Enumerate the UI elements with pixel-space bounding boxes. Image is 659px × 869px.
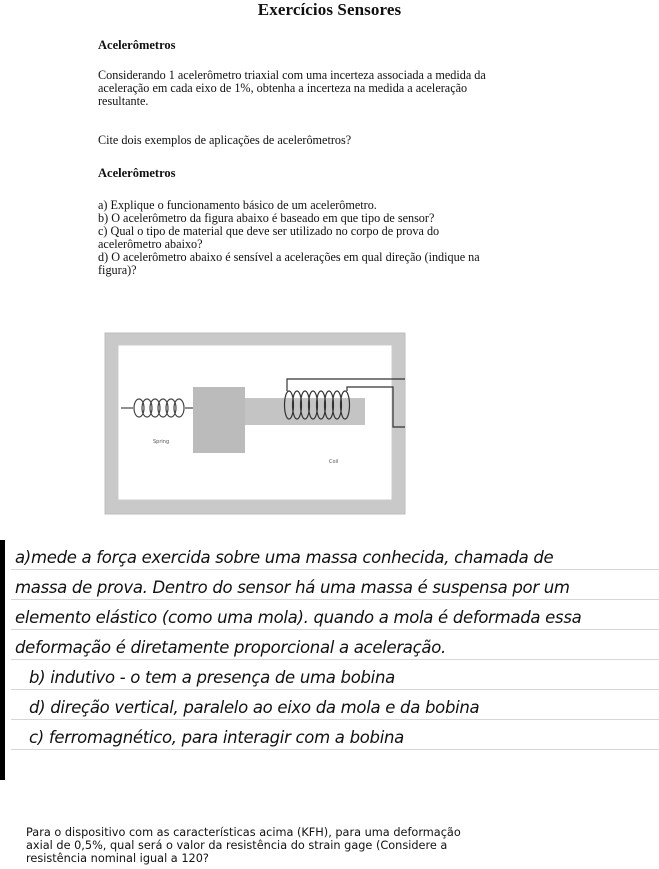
text-line: resistência nominal igual a 120? xyxy=(26,852,209,865)
question-c-cont: acelerômetro abaixo? xyxy=(98,237,203,251)
question-applications: Cite dois exemplos de aplicações de acelerômetros? xyxy=(98,133,352,147)
handwritten-answer-a-line1: a)mede a força exercida sobre uma massa conhecida, chamada de xyxy=(15,548,554,567)
ruled-line xyxy=(11,688,659,690)
text-line: axial de 0,5%, qual será o valor da resistência do strain gage (Considere a xyxy=(26,839,448,852)
ruled-line xyxy=(11,748,659,750)
text-line: Para o dispositivo com as características acima (KFH), para uma deformação xyxy=(26,826,461,839)
handwritten-answer-a-line4: deformação é diretamente proporcional a aceleração. xyxy=(15,638,446,657)
question-strain-gage xyxy=(26,826,566,865)
spring-label: Spring xyxy=(153,439,170,445)
handwritten-answer-a-line2: massa de prova. Dentro do sensor há uma massa é suspensa por um xyxy=(15,578,570,597)
handwritten-answer-b: b) indutivo - o tem a presença de uma bobina xyxy=(29,668,395,687)
handwritten-answer-c: c) ferromagnético, para interagir com a bobina xyxy=(29,728,404,747)
handwritten-answer-d: d) direção vertical, paralelo ao eixo da mola e da bobina xyxy=(29,698,480,717)
handwritten-answer-sheet xyxy=(0,540,659,780)
ruled-line xyxy=(11,718,659,720)
proof-mass xyxy=(193,387,245,453)
question-uncertainty xyxy=(98,69,578,108)
question-d-cont: figura)? xyxy=(98,263,137,277)
page-title: Exercícios Sensores xyxy=(257,0,402,19)
ruled-line xyxy=(11,628,659,630)
text-line: Considerando 1 acelerômetro triaxial com uma incerteza associada a medida da xyxy=(98,68,486,82)
ruled-line xyxy=(11,568,659,570)
handwritten-answer-a-line3: elemento elástico (como uma mola). quando a mola é deformada essa xyxy=(15,608,582,627)
coil-label: Coil xyxy=(329,459,339,465)
text-line: resultante. xyxy=(98,94,149,108)
question-list xyxy=(98,199,578,277)
section-heading-accelerometers-1: Acelerômetros xyxy=(98,38,176,52)
text-line: aceleração em cada eixo de 1%, obtenha a incerteza na medida a aceleração xyxy=(98,81,468,95)
question-b: b) O acelerômetro da figura abaixo é baseado em que tipo de sensor? xyxy=(98,211,435,225)
ruled-line xyxy=(11,598,659,600)
ruled-line xyxy=(11,658,659,660)
section-heading-accelerometers-2: Acelerômetros xyxy=(98,166,176,180)
accelerometer-diagram xyxy=(103,331,407,516)
accelerometer-figure xyxy=(103,331,407,516)
question-a: a) Explique o funcionamento básico de um acelerômetro. xyxy=(98,198,377,212)
question-c: c) Qual o tipo de material que deve ser utilizado no corpo de prova do xyxy=(98,224,440,238)
rod xyxy=(245,398,365,425)
question-d: d) O acelerômetro abaixo é sensível a acelerações em qual direção (indique na xyxy=(98,250,480,264)
